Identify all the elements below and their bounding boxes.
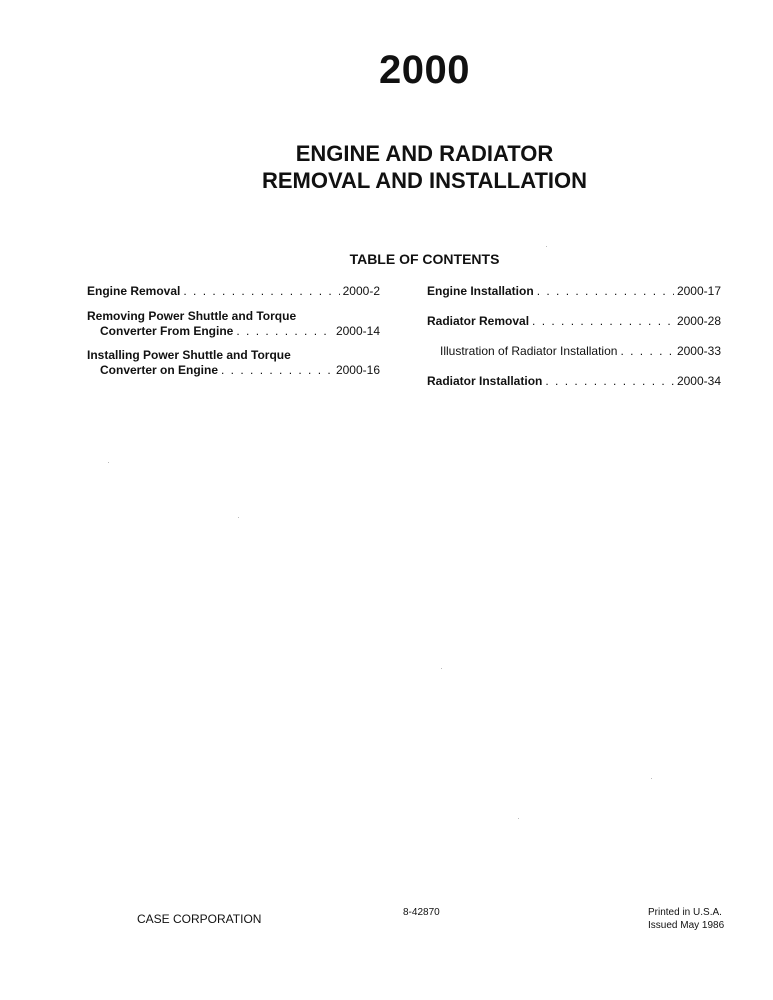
toc-entry-label: Removing Power Shuttle and Torque <box>87 309 297 323</box>
toc-heading: TABLE OF CONTENTS <box>349 251 500 267</box>
toc-entry-page: 2000-14 <box>335 324 380 338</box>
scan-speck <box>108 462 109 463</box>
toc-entry-label-cont: Converter From Engine <box>100 324 234 338</box>
toc-entry-page: 2000-33 <box>676 344 721 358</box>
document-number: 8-42870 <box>403 907 440 918</box>
toc-entry-label: Radiator Installation <box>427 374 543 388</box>
toc-entry-page: 2000-2 <box>342 284 380 298</box>
printed-in: Printed in U.S.A. <box>648 907 722 918</box>
toc-entry-illustration-radiator[interactable] <box>427 344 721 359</box>
toc-entry-removing-power-shuttle[interactable] <box>87 309 380 339</box>
toc-leader <box>221 363 333 378</box>
toc-entry-page: 2000-16 <box>335 363 380 377</box>
toc-entry-label: Radiator Removal <box>427 314 530 328</box>
title-line-2: REMOVAL AND INSTALLATION <box>261 168 588 193</box>
toc-entry-engine-removal[interactable] <box>87 284 380 299</box>
toc-entry-page: 2000-34 <box>676 374 721 388</box>
toc-entry-page: 2000-28 <box>676 314 721 328</box>
toc-entry-label: Installing Power Shuttle and Torque <box>87 348 291 362</box>
toc-right-column <box>427 284 721 389</box>
toc-leader <box>545 374 674 389</box>
print-info <box>648 906 724 932</box>
scan-speck <box>546 246 547 247</box>
toc-entry-radiator-installation[interactable] <box>427 374 721 389</box>
toc-entry-installing-power-shuttle[interactable] <box>87 348 380 378</box>
scan-speck <box>651 778 652 779</box>
toc-leader <box>532 314 674 329</box>
toc-entry-label-cont: Converter on Engine <box>100 363 219 377</box>
toc-entry-label: Engine Installation <box>427 284 534 298</box>
toc-left-column <box>87 284 380 378</box>
section-number: 2000 <box>379 48 470 92</box>
company-name: CASE CORPORATION <box>137 912 262 926</box>
toc-entry-label: Illustration of Radiator Installation <box>440 344 618 358</box>
toc-entry-page: 2000-17 <box>676 284 721 298</box>
title-line-1: ENGINE AND RADIATOR <box>295 141 554 166</box>
scan-speck <box>518 818 519 819</box>
toc-leader <box>236 324 333 339</box>
toc-entry-engine-installation[interactable] <box>427 284 721 299</box>
toc-leader <box>620 344 674 359</box>
toc-entry-label: Engine Removal <box>87 284 181 298</box>
toc-leader <box>183 284 339 299</box>
page-title <box>38 140 773 194</box>
toc-entry-radiator-removal[interactable] <box>427 314 721 329</box>
toc-leader <box>537 284 674 299</box>
scan-speck <box>238 517 239 518</box>
issue-date: Issued May 1986 <box>648 920 725 931</box>
scan-speck <box>441 668 442 669</box>
